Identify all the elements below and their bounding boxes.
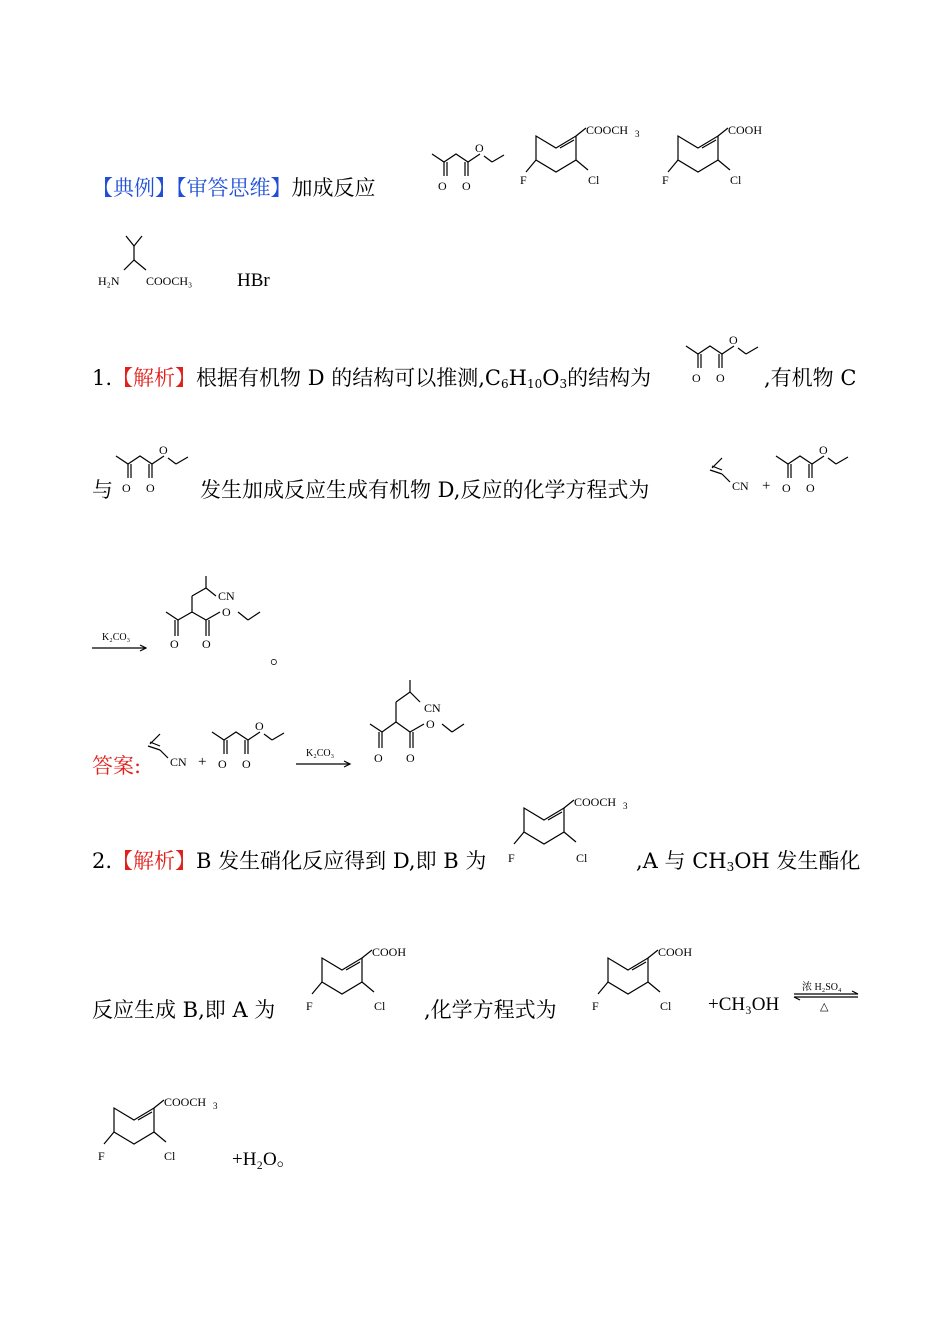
cl-label: Cl [164, 1149, 176, 1163]
q2-acid-a [302, 940, 422, 1020]
q1-number: 1. [92, 366, 113, 390]
plus-sign: + [198, 754, 207, 770]
cl-label: Cl [576, 851, 588, 865]
plus-sign: + [762, 478, 771, 494]
ester-structure-q1b [112, 440, 202, 500]
sub: 10 [526, 377, 543, 391]
f-label: F [98, 1149, 105, 1163]
acid-label: COOH [372, 945, 407, 959]
cn-label: CN [218, 589, 235, 603]
acid-label: COOH [728, 123, 763, 137]
example-tag: 【典例】 [92, 176, 176, 200]
hbr: HBr [237, 270, 270, 291]
sub: 6 [500, 377, 509, 391]
ester-label: COOCH [586, 123, 629, 137]
reaction-arrow-product-q1 [88, 560, 288, 660]
example-text: 加成反应 [291, 176, 376, 200]
water: +H₂O。 [232, 1149, 296, 1170]
f-label: F [508, 851, 515, 865]
f-label: F [306, 999, 313, 1013]
q2-text-b2: OH 发生酯化 [734, 849, 861, 873]
acid-label: COOH [658, 945, 693, 959]
ester-label: COOCH [164, 1095, 207, 1109]
o-label: O [122, 481, 131, 495]
o-label: O [819, 443, 828, 457]
equilibrium-arrow [790, 976, 864, 1016]
q1-analysis-tag: 【解析】 [112, 366, 197, 390]
o-label: O [806, 481, 815, 495]
q1-line2-b: 发生加成反应生成有机物 D,反应的化学方程式为 [200, 478, 650, 502]
amino-ester-structure [96, 230, 226, 294]
svg-text:3: 3 [635, 129, 640, 139]
o-label: O [374, 751, 383, 765]
o-label: O [438, 179, 447, 193]
ester-structure-q1c [772, 440, 862, 500]
amine-ester-label: COOCH₃ [146, 274, 193, 288]
o-label: O [222, 605, 231, 619]
condition-top: 浓 H₂SO₄ [802, 982, 842, 993]
f-label: F [662, 173, 669, 187]
q1-text-b: 的结构为 [567, 366, 652, 390]
cn-label: CN [170, 755, 187, 769]
formula-h: H [508, 366, 527, 390]
example-heading [92, 172, 376, 202]
q1-end: 。 [270, 644, 291, 668]
o-label: O [218, 757, 227, 771]
o-label: O [426, 717, 435, 731]
q2-text-a: B 发生硝化反应得到 D,即 B 为 [196, 849, 487, 873]
cl-label: Cl [374, 999, 386, 1013]
o-label: O [170, 637, 179, 651]
q1-line1 [92, 362, 651, 392]
answer-arrow-product [292, 676, 492, 776]
benzoic-acid-structure [658, 118, 778, 198]
catalyst-label: K₂CO₃ [102, 632, 131, 643]
o-label: O [729, 333, 738, 347]
formula-o: O [542, 366, 560, 390]
svg-text:3: 3 [213, 1101, 218, 1111]
o-label: O [462, 179, 471, 193]
q2-text-b [636, 845, 860, 875]
q1-text-c: ,有机物 C [764, 366, 857, 390]
answer-ester [208, 716, 298, 776]
methyl-benzoate-structure [516, 118, 656, 198]
cl-label: Cl [660, 999, 672, 1013]
sub: 3 [559, 377, 568, 391]
q2-text-b-part: ,A 与 CH [636, 849, 727, 873]
q2-methyl-ester [504, 790, 644, 870]
cl-label: Cl [730, 173, 742, 187]
q2-analysis-tag: 【解析】 [112, 849, 197, 873]
catalyst-label: K₂CO₃ [306, 748, 335, 759]
o-label: O [475, 141, 484, 155]
o-label: O [146, 481, 155, 495]
f-label: F [520, 173, 527, 187]
answer-label: 答案: [92, 754, 142, 778]
q1-line2-a: 与 [92, 478, 113, 502]
o-label: O [716, 371, 725, 385]
condition-bottom: △ [820, 1001, 829, 1013]
q2-acid-b [588, 940, 708, 1020]
q2-product-ester [94, 1090, 234, 1170]
ester-label: COOCH [574, 795, 617, 809]
svg-text:3: 3 [623, 801, 628, 811]
cn-label: CN [732, 479, 749, 493]
q2-line1 [92, 845, 486, 875]
o-label: O [255, 719, 264, 733]
o-label: O [159, 443, 168, 457]
thinking-tag: 【审答思维】 [176, 176, 292, 200]
f-label: F [592, 999, 599, 1013]
o-label: O [782, 481, 791, 495]
amine-label: H₂N [98, 274, 120, 288]
q1-text-a: 根据有机物 D 的结构可以推测,C [196, 366, 501, 390]
o-label: O [692, 371, 701, 385]
o-label: O [242, 757, 251, 771]
cl-label: Cl [588, 173, 600, 187]
ester-structure-q1 [682, 330, 772, 390]
q2-number: 2. [92, 849, 113, 873]
methanol: +CH₃OH [708, 994, 780, 1015]
o-label: O [406, 751, 415, 765]
sub: 3 [726, 860, 735, 874]
q2-line2-a: 反应生成 B,即 A 为 [92, 998, 276, 1022]
ethyl-acetoacetate-structure [428, 138, 518, 198]
q2-line2-b: ,化学方程式为 [424, 998, 557, 1022]
cn-label: CN [424, 701, 441, 715]
o-label: O [202, 637, 211, 651]
